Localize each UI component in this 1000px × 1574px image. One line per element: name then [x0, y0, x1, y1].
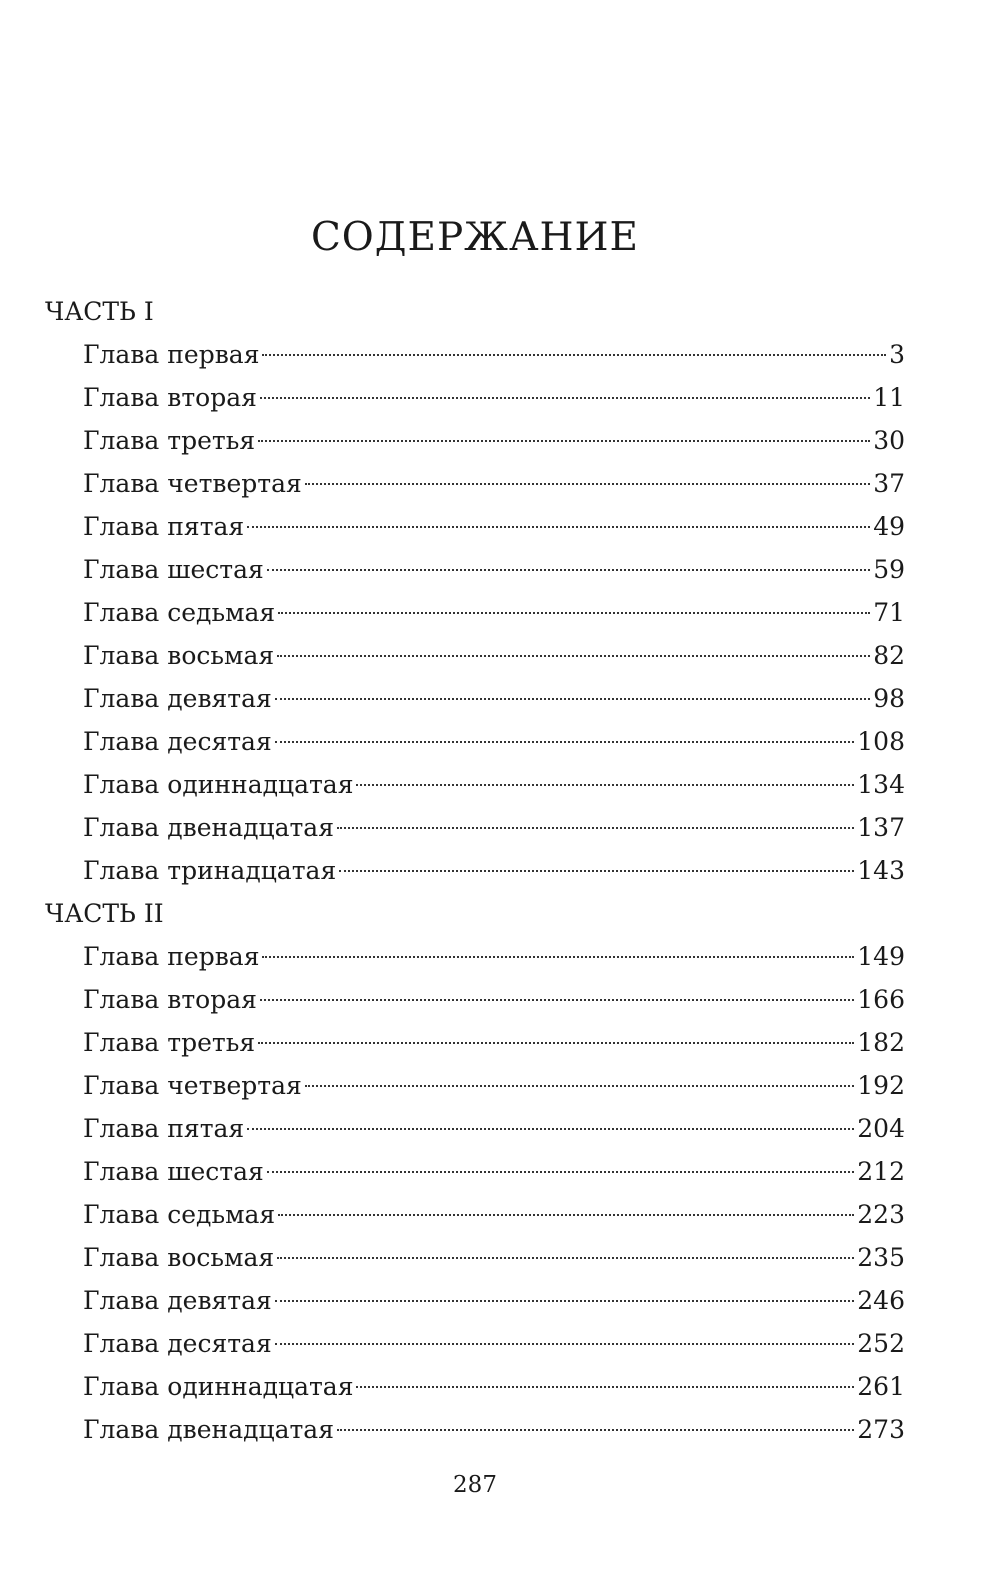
chapter-page-number: 223 [857, 1200, 905, 1229]
toc-entry [45, 505, 905, 548]
chapter-title: Глава пятая [83, 1114, 245, 1143]
chapter-title: Глава вторая [83, 383, 257, 412]
page-number: 287 [453, 1472, 497, 1498]
toc-entry [45, 1064, 905, 1107]
chapter-page-number: 149 [857, 942, 905, 971]
toc-entry [45, 1408, 905, 1451]
toc-entry [45, 1021, 905, 1064]
toc-entry [45, 1365, 905, 1408]
toc-entry [45, 763, 905, 806]
dot-leader [277, 655, 870, 657]
toc-entry [45, 978, 905, 1021]
toc-entry [45, 806, 905, 849]
dot-leader [275, 698, 870, 700]
dot-leader [278, 1214, 854, 1216]
chapter-title: Глава двенадцатая [83, 813, 334, 842]
toc-entry [45, 1236, 905, 1279]
chapter-page-number: 134 [857, 770, 905, 799]
chapter-page-number: 246 [857, 1286, 905, 1315]
chapter-page-number: 3 [889, 340, 905, 369]
toc-entry [45, 1107, 905, 1150]
toc-entry [45, 548, 905, 591]
toc-entry [45, 591, 905, 634]
dot-leader [275, 1300, 854, 1302]
toc-entry [45, 419, 905, 462]
toc-entry [45, 849, 905, 892]
toc-entry [45, 1279, 905, 1322]
toc-entry [45, 1150, 905, 1193]
dot-leader [247, 1128, 854, 1130]
toc-entry [45, 1322, 905, 1365]
dot-leader [258, 1042, 854, 1044]
chapter-title: Глава одиннадцатая [83, 770, 354, 799]
toc-entry [45, 634, 905, 677]
toc-entry [45, 462, 905, 505]
chapter-page-number: 59 [873, 555, 905, 584]
chapter-title: Глава шестая [83, 1157, 264, 1186]
part-heading: ЧАСТЬ II [45, 899, 164, 928]
dot-leader [260, 397, 870, 399]
chapter-title: Глава седьмая [83, 598, 276, 627]
dot-leader [277, 1257, 854, 1259]
chapter-page-number: 273 [857, 1415, 905, 1444]
dot-leader [267, 569, 870, 571]
chapter-page-number: 182 [857, 1028, 905, 1057]
dot-leader [262, 354, 886, 356]
dot-leader [260, 999, 854, 1001]
chapter-title: Глава девятая [83, 1286, 272, 1315]
chapter-title: Глава седьмая [83, 1200, 276, 1229]
chapter-page-number: 71 [873, 598, 905, 627]
chapter-title: Глава девятая [83, 684, 272, 713]
chapter-title: Глава вторая [83, 985, 257, 1014]
part-heading: ЧАСТЬ I [45, 297, 154, 326]
page-title: СОДЕРЖАНИЕ [310, 215, 640, 260]
chapter-title: Глава четвертая [83, 1071, 302, 1100]
chapter-page-number: 204 [857, 1114, 905, 1143]
chapter-page-number: 166 [857, 985, 905, 1014]
table-of-contents [45, 290, 905, 1451]
chapter-page-number: 30 [873, 426, 905, 455]
toc-entry [45, 1193, 905, 1236]
chapter-title: Глава первая [83, 340, 260, 369]
dot-leader [275, 1343, 855, 1345]
chapter-title: Глава третья [83, 1028, 256, 1057]
chapter-title: Глава четвертая [83, 469, 302, 498]
chapter-title: Глава первая [83, 942, 260, 971]
toc-entry [45, 935, 905, 978]
chapter-page-number: 252 [857, 1329, 905, 1358]
chapter-title: Глава двенадцатая [83, 1415, 334, 1444]
dot-leader [258, 440, 870, 442]
dot-leader [278, 612, 870, 614]
chapter-page-number: 137 [857, 813, 905, 842]
chapter-page-number: 235 [857, 1243, 905, 1272]
chapter-title: Глава десятая [83, 1329, 272, 1358]
chapter-page-number: 98 [873, 684, 905, 713]
dot-leader [275, 741, 855, 743]
dot-leader [337, 1429, 854, 1431]
toc-entry [45, 677, 905, 720]
chapter-title: Глава одиннадцатая [83, 1372, 354, 1401]
dot-leader [356, 1386, 854, 1388]
dot-leader [262, 956, 854, 958]
chapter-page-number: 212 [857, 1157, 905, 1186]
toc-entry [45, 376, 905, 419]
chapter-page-number: 143 [857, 856, 905, 885]
chapter-page-number: 192 [857, 1071, 905, 1100]
toc-entry [45, 720, 905, 763]
chapter-page-number: 49 [873, 512, 905, 541]
chapter-title: Глава восьмая [83, 641, 275, 670]
chapter-page-number: 82 [873, 641, 905, 670]
dot-leader [267, 1171, 854, 1173]
chapter-title: Глава шестая [83, 555, 264, 584]
chapter-title: Глава десятая [83, 727, 272, 756]
chapter-title: Глава тринадцатая [83, 856, 337, 885]
chapter-page-number: 108 [857, 727, 905, 756]
chapter-title: Глава восьмая [83, 1243, 275, 1272]
dot-leader [356, 784, 854, 786]
chapter-title: Глава пятая [83, 512, 245, 541]
toc-entry [45, 333, 905, 376]
dot-leader [305, 1085, 854, 1087]
dot-leader [247, 526, 870, 528]
dot-leader [337, 827, 854, 829]
chapter-title: Глава третья [83, 426, 256, 455]
chapter-page-number: 11 [873, 383, 905, 412]
dot-leader [339, 870, 854, 872]
dot-leader [305, 483, 870, 485]
chapter-page-number: 37 [873, 469, 905, 498]
chapter-page-number: 261 [857, 1372, 905, 1401]
